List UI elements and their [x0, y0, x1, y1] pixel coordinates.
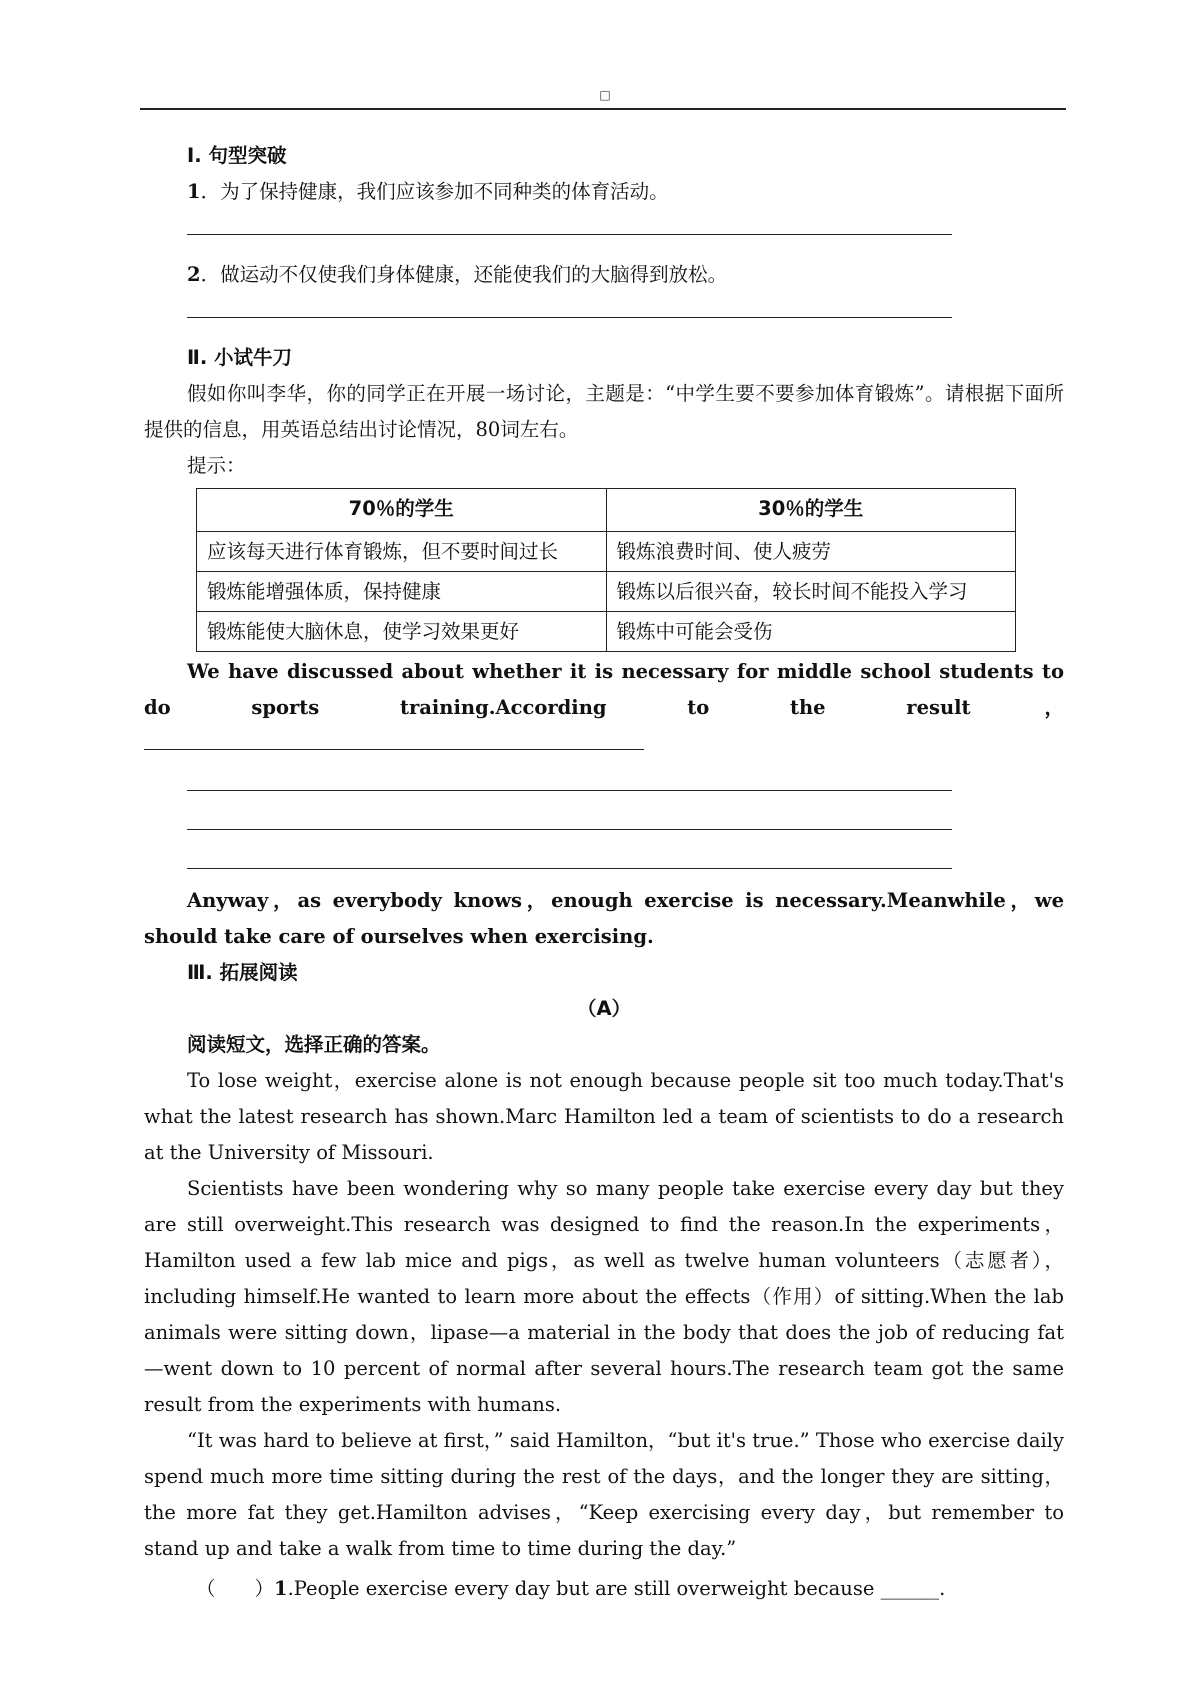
item-text: 做运动不仅使我们身体健康，还能使我们的大脑得到放松。	[220, 263, 728, 286]
passage-paragraph-2: Scientists have been wondering why so many people take exercise every day but they are still overweight.This research was designed to find the reason.In the experiments，Hamilton used a few lab mice and pigs，as well as twelve human volunteers（志愿者），including himself.He wanted to learn more about the effects（作用）of sitting.When the lab animals were sitting down，lipase—a material in the body that does the job of reducing fat—went down to 10 percent of normal after several hours.The research team got the same result from the experiments with humans.	[144, 1177, 1064, 1416]
table-cell: 锻炼以后很兴奋，较长时间不能投入学习	[606, 572, 1016, 612]
question-number: 1	[274, 1577, 288, 1600]
table-header: 70％的学生	[197, 489, 607, 532]
essay-opening-text: We have discussed about whether it is necessary for middle school students to do sports training.According to the result，	[144, 660, 1064, 719]
table-cell: 锻炼能使大脑休息，使学习效果更好	[197, 612, 607, 652]
passage-paragraph-3: “It was hard to believe at first，” said Hamilton，“but it's true.” Those who exercise daily spend much more time sitting during the rest of the days，and the longer they are sitting，the more fat they get.Hamilton advises，“Keep exercising every day，but remember to stand up and take a walk from time to time during the day.”	[144, 1429, 1064, 1560]
passage-paragraph-1: To lose weight，exercise alone is not enough because people sit too much today.That's what the latest research has shown.Marc Hamilton led a team of scientists to do a research at the University of Missouri.	[144, 1069, 1064, 1164]
header-mark: □	[599, 88, 611, 102]
question-text: .People exercise every day but are still overweight because ______.	[287, 1577, 946, 1600]
essay-blank-3[interactable]	[187, 844, 952, 869]
hint-label: 提示：	[187, 454, 246, 477]
answer-paren[interactable]: （ ）	[196, 1577, 275, 1600]
table-cell: 应该每天进行体育锻炼，但不要时间过长	[197, 532, 607, 572]
answer-blank-1[interactable]	[187, 224, 952, 235]
table-row	[197, 572, 1016, 612]
content	[144, 138, 1064, 1607]
item-text: 为了保持健康，我们应该参加不同种类的体育活动。	[220, 180, 669, 203]
item-number: 2	[187, 263, 201, 286]
table-header: 30％的学生	[606, 489, 1016, 532]
table-row	[197, 612, 1016, 652]
table-row	[197, 532, 1016, 572]
section1-title: Ⅰ. 句型突破	[187, 144, 287, 167]
table-cell: 锻炼能增强体质，保持健康	[197, 572, 607, 612]
section2-title: Ⅱ. 小试牛刀	[187, 346, 293, 369]
table-cell: 锻炼浪费时间、使人疲劳	[606, 532, 1016, 572]
passage-label: （A）	[576, 997, 632, 1020]
section3-title: Ⅲ. 拓展阅读	[187, 961, 298, 984]
section1-item-1: 1．为了保持健康，我们应该参加不同种类的体育活动。	[187, 180, 669, 203]
essay-opening	[144, 654, 1064, 762]
header-rule	[140, 108, 1066, 110]
section1-item-2: 2．做运动不仅使我们身体健康，还能使我们的大脑得到放松。	[187, 263, 728, 286]
essay-closing: Anyway，as everybody knows，enough exercise is necessary.Meanwhile，we should take care of ourselves when exercising.	[144, 889, 1064, 948]
section2-prompt: 假如你叫李华，你的同学正在开展一场讨论，主题是：“中学生要不要参加体育锻炼”。请根据下面所提供的信息，用英语总结出讨论情况，80词左右。	[144, 382, 1064, 441]
table-header-row	[197, 489, 1016, 532]
essay-blank-2[interactable]	[187, 805, 952, 830]
essay-blank-1[interactable]	[187, 766, 952, 791]
hint-table	[196, 488, 1016, 652]
answer-blank-2[interactable]	[187, 307, 952, 318]
table-cell: 锻炼中可能会受伤	[606, 612, 1016, 652]
reading-instruction: 阅读短文，选择正确的答案。	[187, 1033, 441, 1056]
question-1	[144, 1571, 1064, 1607]
item-number: 1	[187, 180, 201, 203]
essay-inline-blank[interactable]	[144, 727, 644, 750]
